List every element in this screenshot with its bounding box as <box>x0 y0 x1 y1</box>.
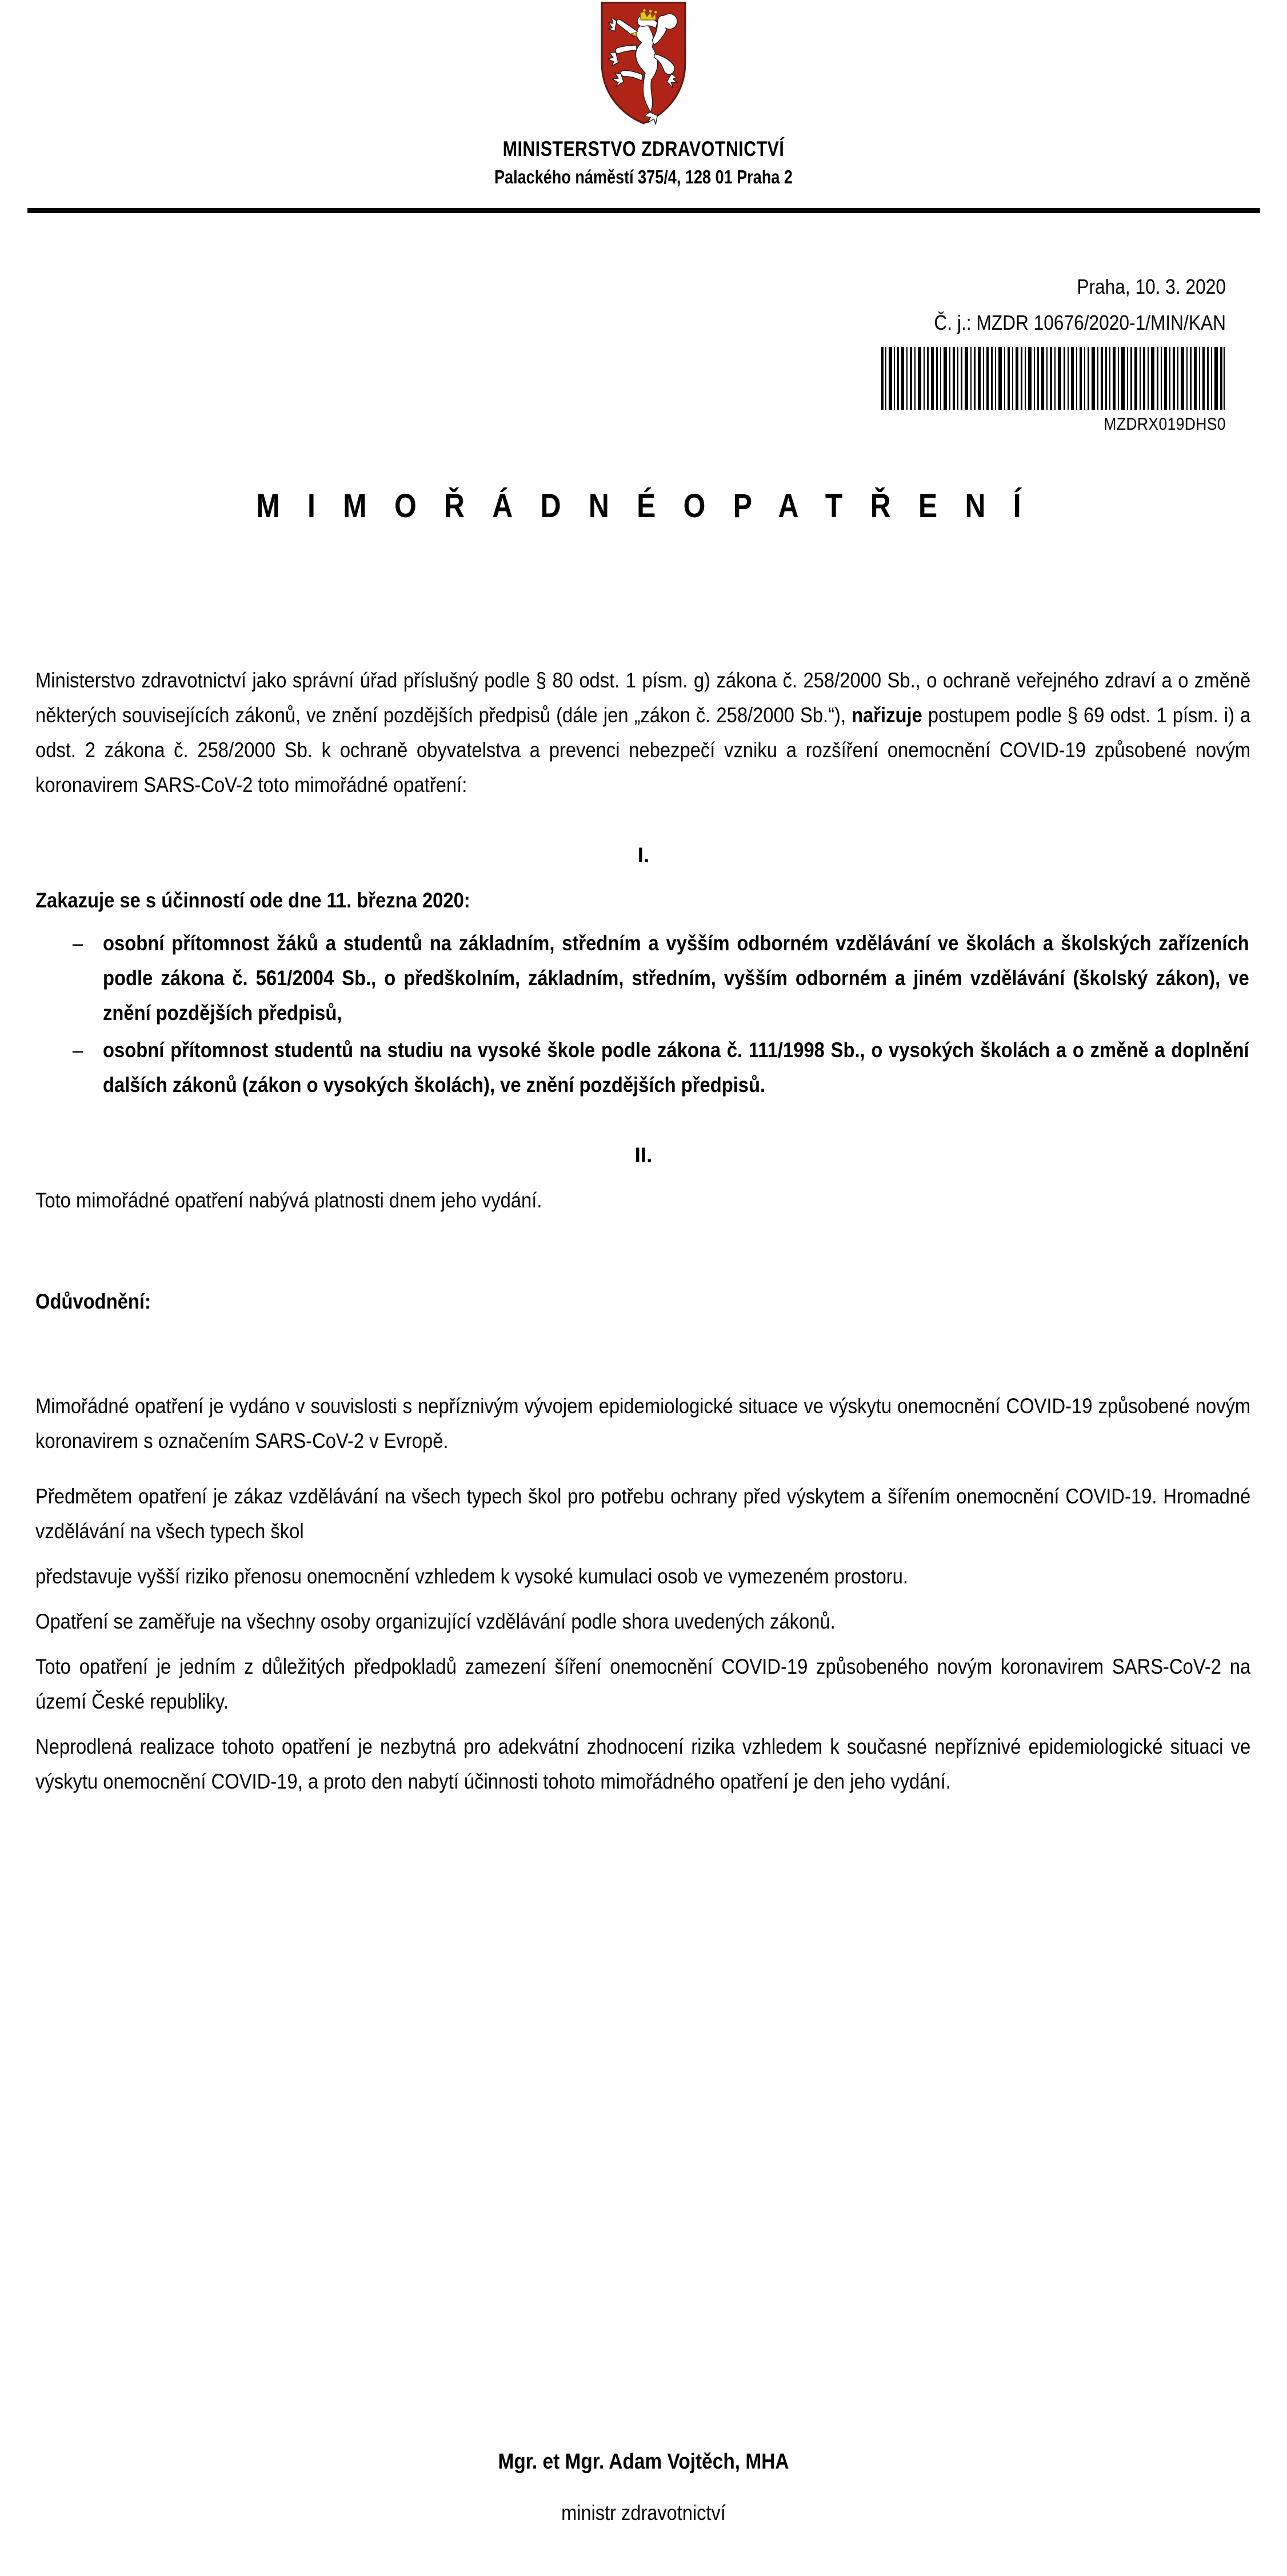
list-marker-dash-icon: – <box>72 931 83 955</box>
reasoning-paragraph-3: představuje vyšší riziko přenosu onemocnění vzhledem k vysoké kumulaci osob ve vymezeném prostoru. <box>35 1565 908 1588</box>
intro-text-part1: Ministerstvo zdravotnictví jako správní úřad příslušný podle § 80 odst. 1 písm. g) zákona č. 258/2000 Sb., o ochraně veřejného zdraví a o změně některých souvisejících zákonů, ve znění pozdějších předpisů (dále jen „zákon č. 258/2000 Sb.“), <box>35 669 1251 727</box>
reasoning-paragraph-5: Toto opatření je jedním z důležitých předpokladů zamezení šíření onemocnění COVID-19 způsobeného novým koronavirem SARS-CoV-2 na území České republiky. <box>35 1655 1251 1713</box>
intro-paragraph <box>35 663 1250 802</box>
list-item-text: osobní přítomnost studentů na studiu na vysoké škole podle zákona č. 111/1998 Sb., o vysokých školách a o změně a doplnění dalších zákonů (zákon o vysokých školách), ve znění pozdějších předpisů. <box>103 1038 1249 1097</box>
reference-number: Č. j.: MZDR 10676/2020-1/MIN/KAN <box>934 310 1226 334</box>
section-two-number: II. <box>634 1143 653 1167</box>
place-and-date: Praha, 10. 3. 2020 <box>1077 275 1226 298</box>
letterhead <box>0 0 1287 187</box>
ministry-name: MINISTERSTVO ZDRAVOTNICTVÍ <box>502 137 785 161</box>
signatory-role: ministr zdravotnictví <box>561 2501 726 2525</box>
czech-coat-of-arms-icon <box>600 1 687 126</box>
section-one-lead: Zakazuje se s účinností ode dne 11. března 2020: <box>35 889 470 912</box>
reasoning-paragraph-4: Opatření se zaměřuje na všechny osoby organizující vzdělávání podle shora uvedených zákonů. <box>35 1610 836 1633</box>
list-item-text: osobní přítomnost žáků a studentů na základním, středním a vyšším odborném vzdělávání ve školách a školských zařízeních podle zákona č. 561/2004 Sb., o předškolním, základním, středním, vyšším odborném a jiném vzdělávání (školský zákon), ve znění pozdějších předpisů, <box>103 931 1249 1025</box>
header-divider <box>27 208 1260 213</box>
ministry-address: Palackého náměstí 375/4, 128 01 Praha 2 <box>494 166 793 187</box>
list-item <box>72 1033 1249 1102</box>
signatory-name: Mgr. et Mgr. Adam Vojtěch, MHA <box>498 2450 789 2474</box>
list-marker-dash-icon: – <box>72 1038 83 1062</box>
document-body <box>35 663 1252 1799</box>
reasoning-paragraph-1: Mimořádné opatření je vydáno v souvislosti s nepříznivým vývojem epidemiologické situace ve výskytu onemocnění COVID-19 způsobené novým koronavirem s označením SARS-CoV-2 v Evropě. <box>35 1394 1251 1453</box>
document-meta <box>880 273 1226 437</box>
barcode-caption: MZDRX019DHS0 <box>1104 415 1226 434</box>
crest-container <box>0 0 1287 126</box>
section-one-number: I. <box>637 843 650 867</box>
section-two-text: Toto mimořádné opatření nabývá platnosti dnem jeho vydání. <box>35 1189 542 1212</box>
barcode-image <box>880 347 1226 410</box>
intro-emphasis: nařizuje <box>852 703 922 727</box>
reasoning-paragraph-2: Předmětem opatření je zákaz vzdělávání na všech typech škol pro potřebu ochrany před výskytem a šířením onemocnění COVID-19. Hromadné vzdělávání na všech typech škol <box>35 1485 1251 1543</box>
signature-block <box>0 2450 1287 2525</box>
prohibition-list <box>35 926 1252 1102</box>
list-item <box>72 926 1249 1030</box>
reasoning-paragraph-6: Neprodlená realizace tohoto opatření je nezbytná pro adekvátní zhodnocení rizika vzhledem k současné nepříznivé epidemiologické situaci ve výskytu onemocnění COVID-19, a proto den nabytí účinnosti tohoto mimořádného opatření je den jeho vydání. <box>35 1735 1251 1793</box>
intro-text-part2: postupem podle § 69 odst. 1 písm. i) a odst. 2 zákona č. 258/2000 Sb. k ochraně obyvatelstva a prevenci nebezpečí vzniku a rozšíření onemocnění COVID-19 způsobené novým koronavirem SARS-CoV-2 toto mimořádné opatření: <box>35 703 1251 797</box>
reasoning-heading: Odůvodnění: <box>35 1290 151 1313</box>
page-title: M I M O Ř Á D N É O P A T Ř E N Í <box>256 487 1031 525</box>
